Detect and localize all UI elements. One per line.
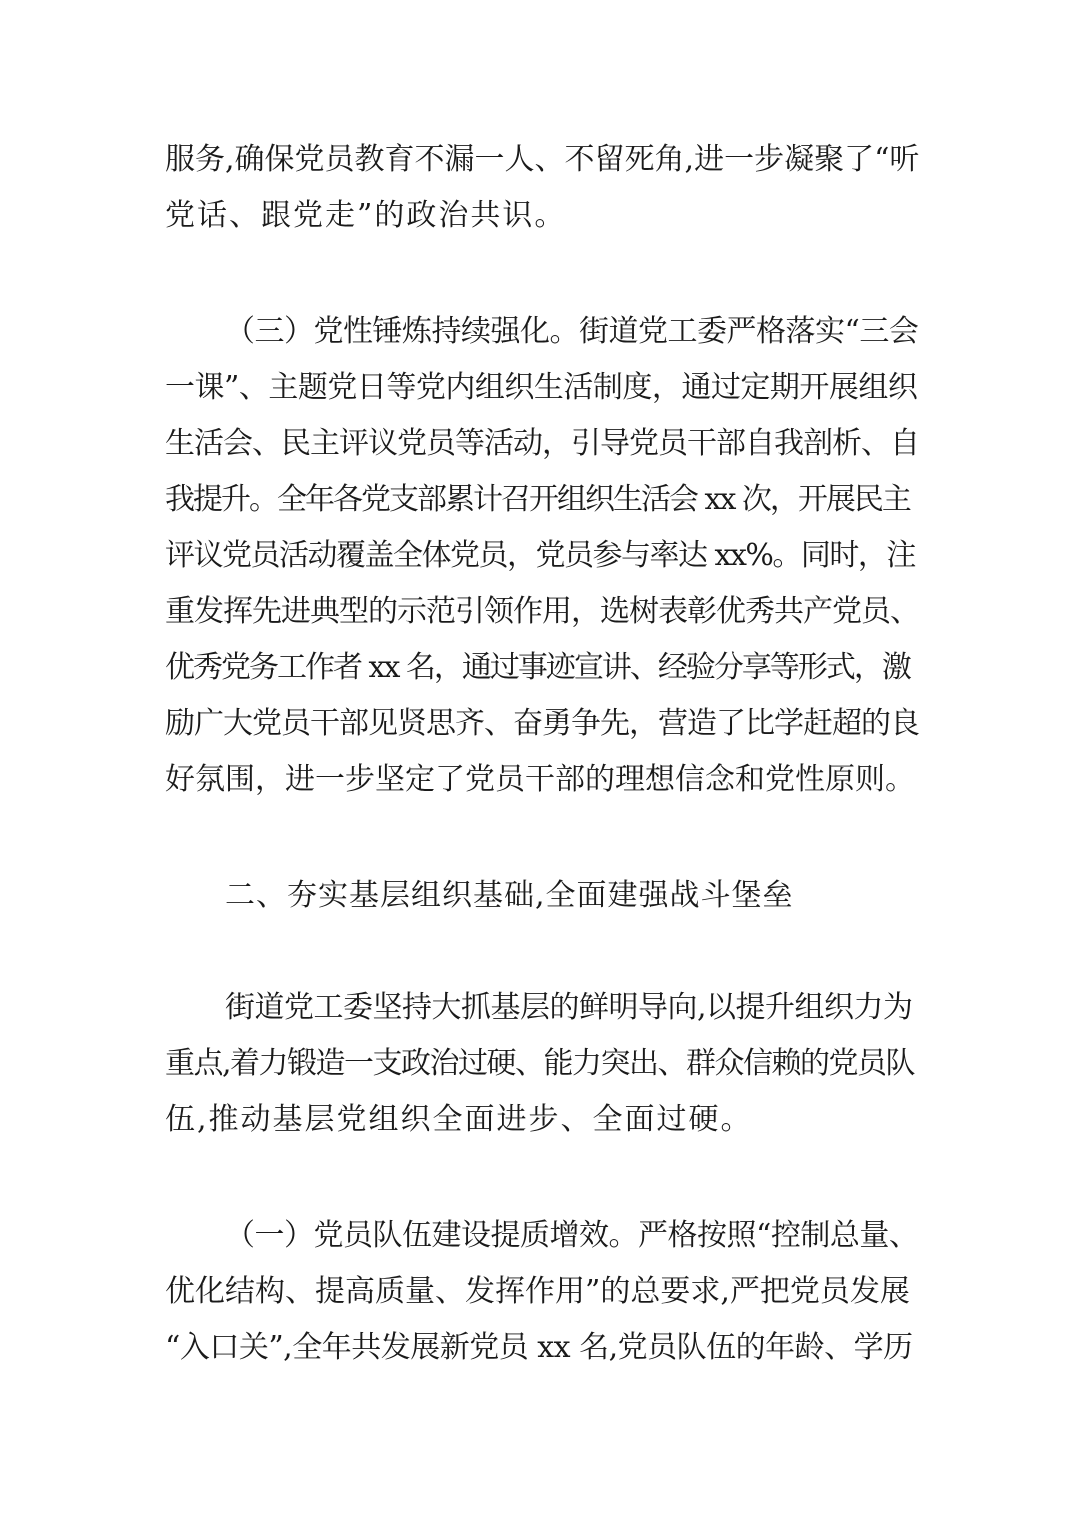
paragraph-line: 优秀党务工作者 xx 名，通过事迹宣讲、经验分享等形式，激 (165, 650, 910, 685)
section-heading: 二、夯实基层组织基础,全面建强战斗堡垒 (225, 878, 794, 913)
paragraph-line: 评议党员活动覆盖全体党员，党员参与率达 xx%。同时，注 (165, 538, 915, 573)
paragraph-line: 服务,确保党员教育不漏一人、不留死角,进一步凝聚了“听 (165, 142, 920, 177)
paragraph-line: 重点,着力锻造一支政治过硬、能力突出、群众信赖的党员队 (165, 1046, 915, 1081)
paragraph-line: （三）党性锤炼持续强化。街道党工委严格落实“三会 (225, 314, 919, 349)
paragraph-line: 优化结构、提高质量、发挥作用”的总要求,严把党员发展 (165, 1274, 910, 1309)
paragraph-line: 生活会、民主评议党员等活动，引导党员干部自我剖析、自 (165, 426, 919, 461)
paragraph-line: 一课”、主题党日等党内组织生活制度，通过定期开展组织 (165, 370, 918, 405)
paragraph-line: 街道党工委坚持大抓基层的鲜明导向,以提升组织力为 (225, 990, 913, 1025)
paragraph-line: 党话、跟党走”的政治共识。 (165, 198, 567, 233)
paragraph-line: 好氛围，进一步坚定了党员干部的理想信念和党性原则。 (165, 762, 915, 797)
paragraph-line: 伍,推动基层党组织全面进步、全面过硬。 (165, 1102, 753, 1137)
paragraph-line: “入口关”,全年共发展新党员 xx 名,党员队伍的年龄、学历 (165, 1330, 913, 1365)
paragraph-line: 重发挥先进典型的示范引领作用，选树表彰优秀共产党员、 (165, 594, 919, 629)
paragraph-line: 励广大党员干部见贤思齐、奋勇争先，营造了比学赶超的良 (165, 706, 919, 741)
paragraph-line: 我提升。全年各党支部累计召开组织生活会 xx 次，开展民主 (165, 482, 910, 517)
paragraph-line: （一）党员队伍建设提质增效。严格按照“控制总量、 (225, 1218, 919, 1253)
